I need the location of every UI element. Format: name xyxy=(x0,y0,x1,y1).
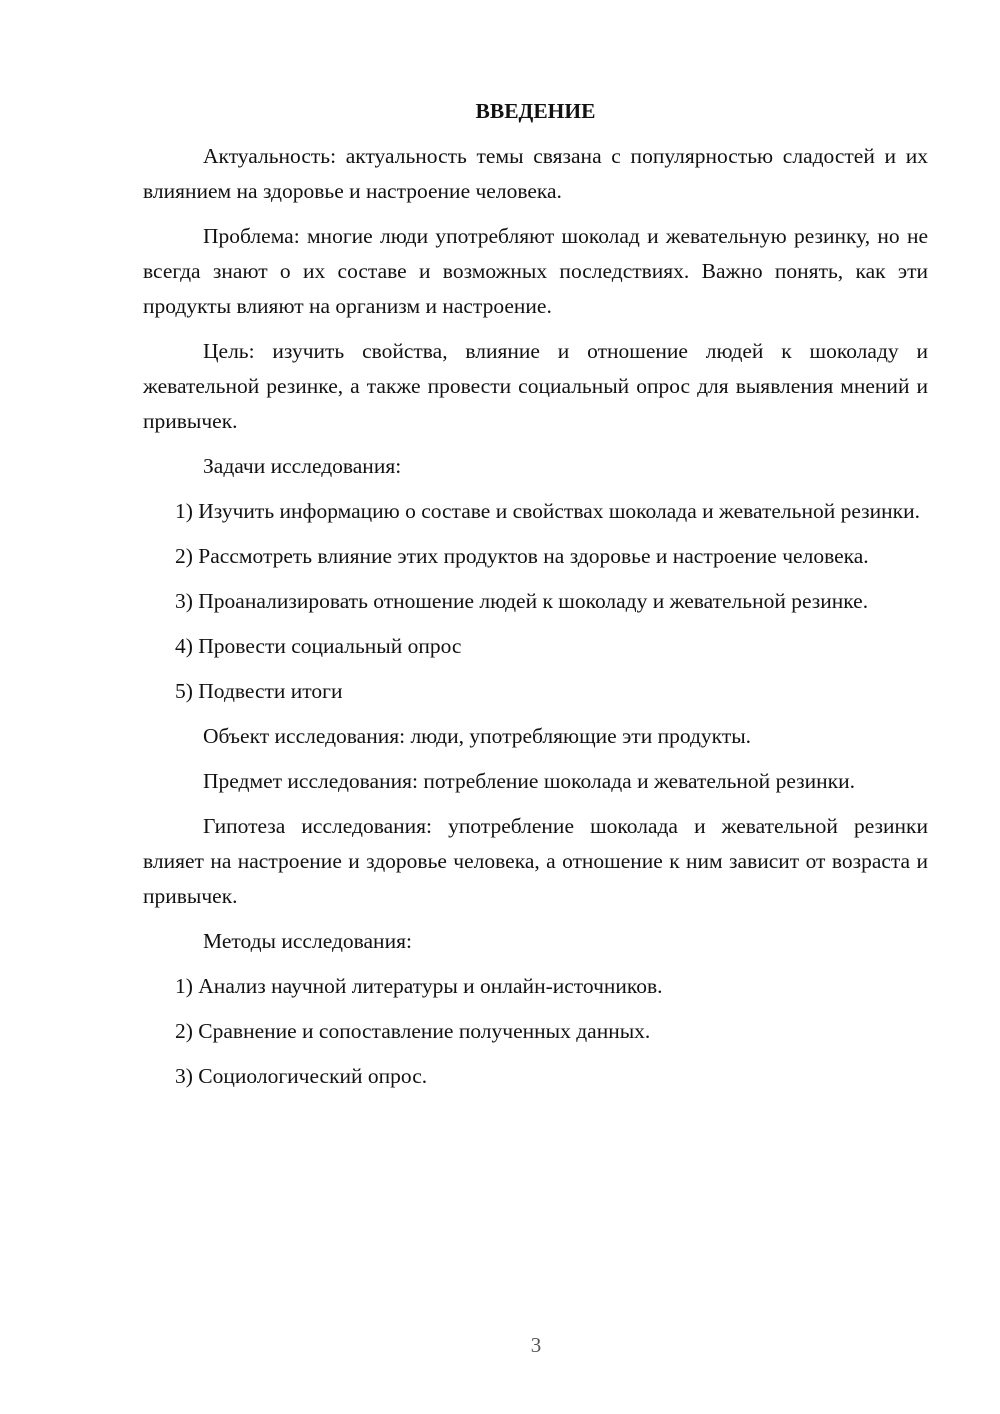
methods-heading: Методы исследования: xyxy=(203,929,412,953)
method-item: 2) Сравнение и сопоставление полученных данных. xyxy=(175,1019,651,1043)
subject-paragraph: Предмет исследования: потребление шоколада и жевательной резинки. xyxy=(203,769,855,793)
task-item: 4) Провести социальный опрос xyxy=(175,634,462,658)
goal-paragraph: Цель: изучить свойства, влияние и отношение людей к шоколаду и жевательной резинке, а также провести социальный опрос для выявления мнений и привычек. xyxy=(143,339,928,433)
task-item: 3) Проанализировать отношение людей к шоколаду и жевательной резинке. xyxy=(175,589,869,613)
task-item: 1) Изучить информацию о составе и свойствах шоколада и жевательной резинки. xyxy=(175,499,920,523)
hypothesis-paragraph: Гипотеза исследования: употребление шоколада и жевательной резинки влияет на настроение и здоровье человека, а отношение к ним зависит от возраста и привычек. xyxy=(143,814,928,908)
method-item: 3) Социологический опрос. xyxy=(175,1064,428,1088)
task-item: 5) Подвести итоги xyxy=(175,679,343,703)
object-paragraph: Объект исследования: люди, употребляющие эти продукты. xyxy=(203,724,752,748)
section-title: ВВЕДЕНИЕ xyxy=(475,99,596,123)
task-item: 2) Рассмотреть влияние этих продуктов на здоровье и настроение человека. xyxy=(175,544,869,568)
relevance-paragraph: Актуальность: актуальность темы связана с популярностью сладостей и их влиянием на здоровье и настроение человека. xyxy=(143,144,928,203)
tasks-heading: Задачи исследования: xyxy=(203,454,402,478)
problem-paragraph: Проблема: многие люди употребляют шоколад и жевательную резинку, но не всегда знают о их составе и возможных последствиях. Важно понять, как эти продукты влияют на организм и настроение. xyxy=(143,224,928,318)
method-item: 1) Анализ научной литературы и онлайн-источников. xyxy=(175,974,663,998)
page-number: 3 xyxy=(530,1333,542,1357)
page-content xyxy=(143,94,928,1104)
